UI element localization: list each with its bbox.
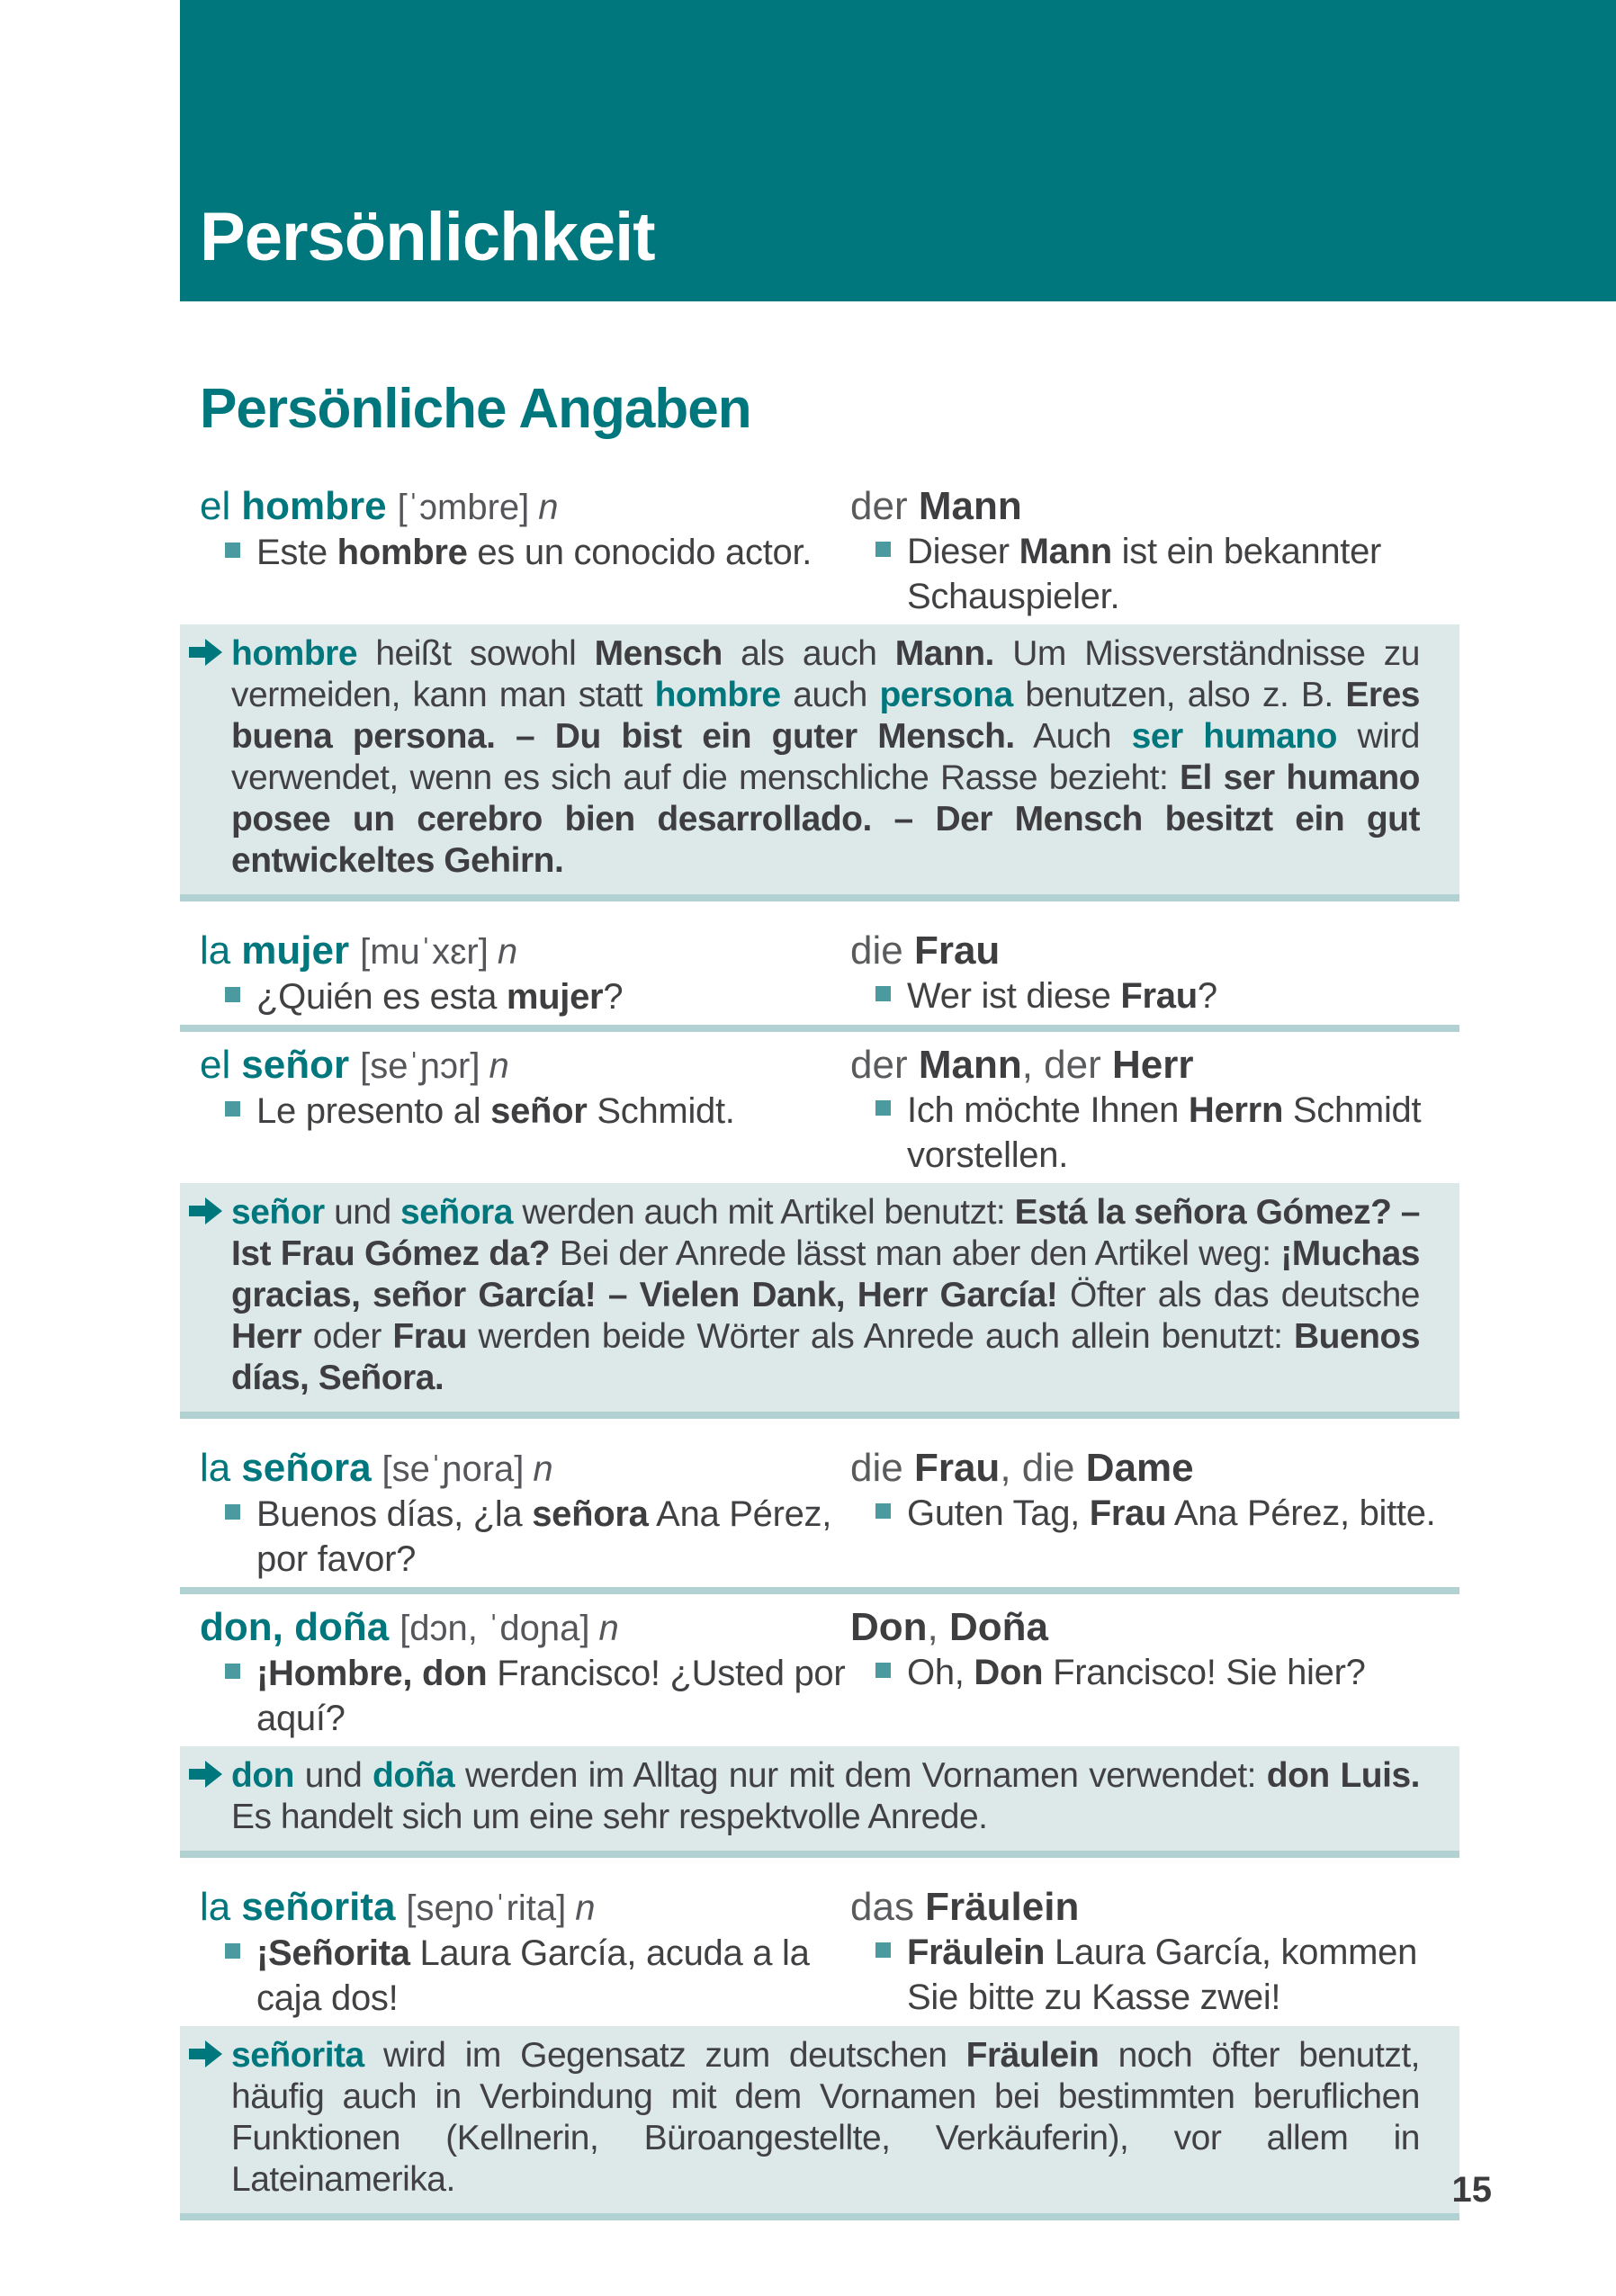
headword-line bbox=[200, 928, 850, 974]
headword: mujer bbox=[241, 928, 350, 973]
headword: señora bbox=[241, 1446, 372, 1490]
arrow-right-icon bbox=[189, 1197, 222, 1230]
square-bullet-icon bbox=[225, 1943, 240, 1959]
translation-line: Don, Doña bbox=[850, 1605, 1048, 1649]
headword: hombre bbox=[241, 484, 387, 528]
article: el bbox=[200, 1043, 231, 1087]
headword-line bbox=[200, 1885, 850, 1931]
note-text: don und doña werden im Alltag nur mit dem Vornamen verwendet: don Luis. Es handelt sich um eine sehr respektvolle Anrede. bbox=[231, 1756, 1420, 1836]
note-text: hombre heißt sowohl Mensch als auch Mann. Um Missverständnisse zu vermeiden, kann man statt hombre auch persona benutzen, also z. B. Eres buena persona. – Du bist ein guter Mensch. Auch ser humano wird verwendet, wenn es sich auf die menschliche Rasse bezieht: El ser humano posee un cerebro bien desarrollado. – Der Mensch besitzt ein gut entwickeltes Gehirn. bbox=[231, 634, 1420, 880]
part-of-speech: n bbox=[489, 1046, 509, 1086]
usage-note-don bbox=[180, 1746, 1459, 1858]
headword-line bbox=[200, 1446, 850, 1492]
spanish-column bbox=[200, 1885, 850, 2021]
arrow-right-icon bbox=[189, 638, 222, 671]
german-example bbox=[850, 1491, 1459, 1536]
article: la bbox=[200, 1885, 231, 1929]
part-of-speech: n bbox=[533, 1449, 553, 1489]
german-example bbox=[850, 529, 1459, 619]
example-text: Ich möchte Ihnen Herrn Schmidt vorstellen. bbox=[907, 1090, 1422, 1175]
usage-note-hombre bbox=[180, 624, 1459, 901]
phonetic-transcription: [muˈxɛr] bbox=[360, 932, 489, 972]
entry-mujer bbox=[180, 928, 1459, 1019]
translation-line: der Mann bbox=[850, 484, 1022, 528]
translation-line: das Fräulein bbox=[850, 1885, 1080, 1929]
example-text: Le presento al señor Schmidt. bbox=[256, 1091, 735, 1131]
headword-line bbox=[200, 1043, 850, 1089]
square-bullet-icon bbox=[225, 1504, 240, 1520]
spanish-column bbox=[200, 928, 850, 1019]
example-text: Wer ist diese Frau? bbox=[907, 976, 1217, 1016]
german-column bbox=[850, 1885, 1459, 2021]
german-example bbox=[850, 1088, 1459, 1178]
example-text: Oh, Don Francisco! Sie hier? bbox=[907, 1653, 1366, 1692]
german-column bbox=[850, 1043, 1459, 1178]
german-example bbox=[850, 1650, 1459, 1695]
article: la bbox=[200, 1446, 231, 1490]
german-column bbox=[850, 1605, 1459, 1741]
spanish-example bbox=[200, 1931, 850, 2021]
usage-note-senorita bbox=[180, 2026, 1459, 2220]
spanish-example bbox=[200, 530, 850, 575]
example-text: Guten Tag, Frau Ana Pérez, bitte. bbox=[907, 1493, 1436, 1533]
chapter-header-band bbox=[180, 0, 1616, 301]
phonetic-transcription: [ˈɔmbre] bbox=[397, 488, 530, 527]
spanish-column bbox=[200, 1446, 850, 1582]
square-bullet-icon bbox=[225, 987, 240, 1002]
square-bullet-icon bbox=[875, 1100, 891, 1116]
page-content bbox=[180, 377, 1459, 2220]
entry-senor bbox=[180, 1043, 1459, 1178]
square-bullet-icon bbox=[225, 543, 240, 558]
article: la bbox=[200, 928, 231, 973]
translation-line: die Frau bbox=[850, 928, 1001, 973]
entry-senorita bbox=[180, 1885, 1459, 2021]
square-bullet-icon bbox=[225, 1101, 240, 1117]
example-text: Buenos días, ¿la señora Ana Pérez, por favor? bbox=[256, 1494, 832, 1579]
entry-senora bbox=[180, 1446, 1459, 1582]
square-bullet-icon bbox=[875, 542, 891, 557]
square-bullet-icon bbox=[875, 986, 891, 1001]
phonetic-transcription: [dɔn, ˈdoɲa] bbox=[400, 1609, 590, 1648]
square-bullet-icon bbox=[875, 1942, 891, 1958]
part-of-speech: n bbox=[538, 488, 559, 527]
spanish-column bbox=[200, 484, 850, 619]
entry-hombre bbox=[180, 484, 1459, 619]
part-of-speech: n bbox=[575, 1888, 596, 1928]
translation-line: der Mann, der Herr bbox=[850, 1043, 1194, 1087]
example-text: ¡Señorita Laura García, acuda a la caja dos! bbox=[256, 1933, 810, 2018]
example-text: Fräulein Laura García, kommen Sie bitte zu Kasse zwei! bbox=[907, 1933, 1418, 2017]
square-bullet-icon bbox=[875, 1503, 891, 1519]
square-bullet-icon bbox=[225, 1664, 240, 1679]
spanish-example bbox=[200, 1492, 850, 1582]
article: el bbox=[200, 484, 231, 528]
headword: don, doña bbox=[200, 1605, 390, 1649]
phonetic-transcription: [seˈɲora] bbox=[382, 1449, 525, 1489]
phonetic-transcription: [seˈɲɔr] bbox=[360, 1046, 480, 1086]
arrow-right-icon bbox=[189, 1760, 222, 1793]
phonetic-transcription: [seɲoˈrita] bbox=[406, 1888, 567, 1928]
square-bullet-icon bbox=[875, 1663, 891, 1678]
spanish-example bbox=[200, 974, 850, 1019]
usage-note-senor bbox=[180, 1183, 1459, 1419]
german-column bbox=[850, 1446, 1459, 1582]
chapter-title: Persönlichkeit bbox=[200, 199, 655, 275]
example-text: Este hombre es un conocido actor. bbox=[256, 533, 812, 572]
german-column bbox=[850, 484, 1459, 619]
headword: señor bbox=[241, 1043, 350, 1087]
entry-divider bbox=[180, 1587, 1459, 1594]
headword-line bbox=[200, 484, 850, 530]
translation-line: die Frau, die Dame bbox=[850, 1446, 1194, 1490]
entry-divider bbox=[180, 1025, 1459, 1032]
example-text: Dieser Mann ist ein bekannter Schauspieler. bbox=[907, 532, 1382, 616]
section-heading: Persönliche Angaben bbox=[200, 378, 751, 440]
spanish-example bbox=[200, 1089, 850, 1134]
note-text: señorita wird im Gegensatz zum deutschen Fräulein noch öfter benutzt, häufig auch in Verbindung mit dem Vornamen bei bestimmten beruflichen Funktionen (Kellnerin, Büroangestellte, Verkäuferin), vor allem in Lateinamerika. bbox=[231, 2036, 1420, 2199]
arrow-right-icon bbox=[189, 2040, 222, 2073]
page-number: 15 bbox=[1451, 2170, 1492, 2210]
part-of-speech: n bbox=[598, 1609, 619, 1648]
german-example bbox=[850, 973, 1459, 1018]
spanish-column bbox=[200, 1043, 850, 1178]
example-text: ¡Hombre, don Francisco! ¿Usted por aquí? bbox=[256, 1654, 846, 1738]
part-of-speech: n bbox=[497, 932, 518, 972]
german-example bbox=[850, 1930, 1459, 2020]
entry-don-dona bbox=[180, 1605, 1459, 1741]
german-column bbox=[850, 928, 1459, 1019]
headword: señorita bbox=[241, 1885, 396, 1929]
spanish-example bbox=[200, 1651, 850, 1741]
example-text: ¿Quién es esta mujer? bbox=[256, 977, 624, 1017]
note-text: señor und señora werden auch mit Artikel benutzt: Está la señora Gómez? – Ist Frau Gómez da? Bei der Anrede lässt man aber den Artikel weg: ¡Muchas gracias, señor García! – Vielen Dank, Herr García! Öfter als das deutsche Herr oder Frau werden beide Wörter als Anrede auch allein benutzt: Buenos días, Señora. bbox=[231, 1193, 1421, 1397]
headword-line bbox=[200, 1605, 850, 1651]
spanish-column bbox=[200, 1605, 850, 1741]
